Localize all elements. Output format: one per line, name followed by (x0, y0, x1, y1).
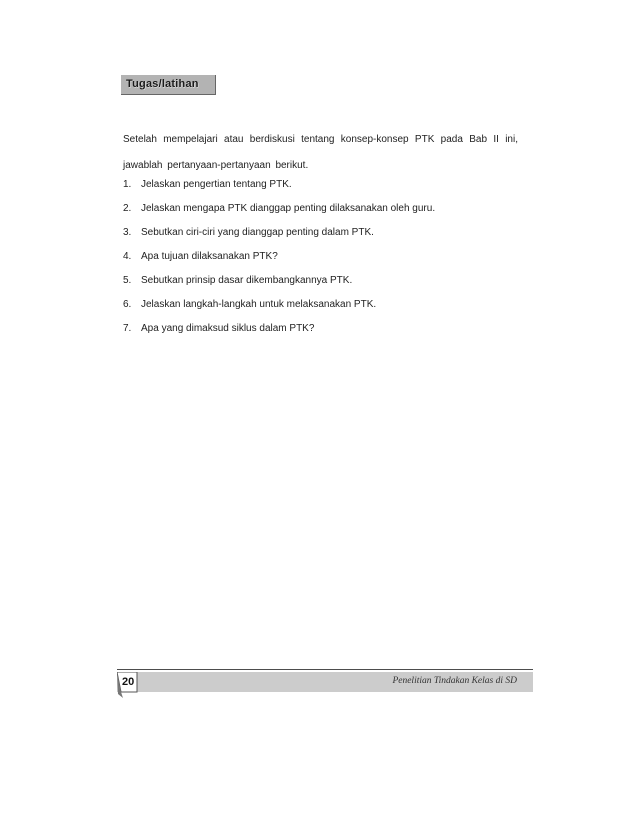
question-item (123, 226, 435, 250)
footer-divider (117, 669, 533, 670)
question-text: Apa tujuan dilaksanakan PTK? (141, 251, 278, 262)
question-text: Sebutkan ciri-ciri yang dianggap penting dalam PTK. (141, 227, 374, 238)
page-number: 20 (122, 676, 135, 688)
question-number: 7. (123, 323, 132, 334)
question-text: Jelaskan pengertian tentang PTK. (141, 179, 292, 190)
question-item (123, 178, 435, 202)
question-number: 2. (123, 203, 132, 214)
question-text: Sebutkan prinsip dasar dikembangkannya PTK. (141, 275, 353, 286)
question-number: 1. (123, 179, 132, 190)
section-heading-label: Tugas/latihan (126, 78, 199, 90)
question-text: Jelaskan mengapa PTK dianggap penting dilaksanakan oleh guru. (141, 203, 436, 214)
question-item (123, 202, 435, 226)
question-item (123, 274, 435, 298)
question-number: 4. (123, 251, 132, 262)
question-number: 5. (123, 275, 132, 286)
question-text: Apa yang dimaksud siklus dalam PTK? (141, 323, 315, 334)
question-list (123, 178, 435, 346)
question-item (123, 298, 435, 322)
question-number: 3. (123, 227, 132, 238)
question-item (123, 250, 435, 274)
running-footer-title: Penelitian Tindakan Kelas di SD (392, 676, 517, 686)
question-number: 6. (123, 299, 132, 310)
intro-paragraph: Setelah mempelajari atau berdiskusi tentang konsep-konsep PTK pada Bab II ini, jawablah pertanyaan-pertanyaan berikut. (123, 134, 518, 171)
question-text: Jelaskan langkah-langkah untuk melaksanakan PTK. (141, 299, 377, 310)
section-heading-tab (121, 75, 216, 95)
question-item (123, 322, 435, 346)
